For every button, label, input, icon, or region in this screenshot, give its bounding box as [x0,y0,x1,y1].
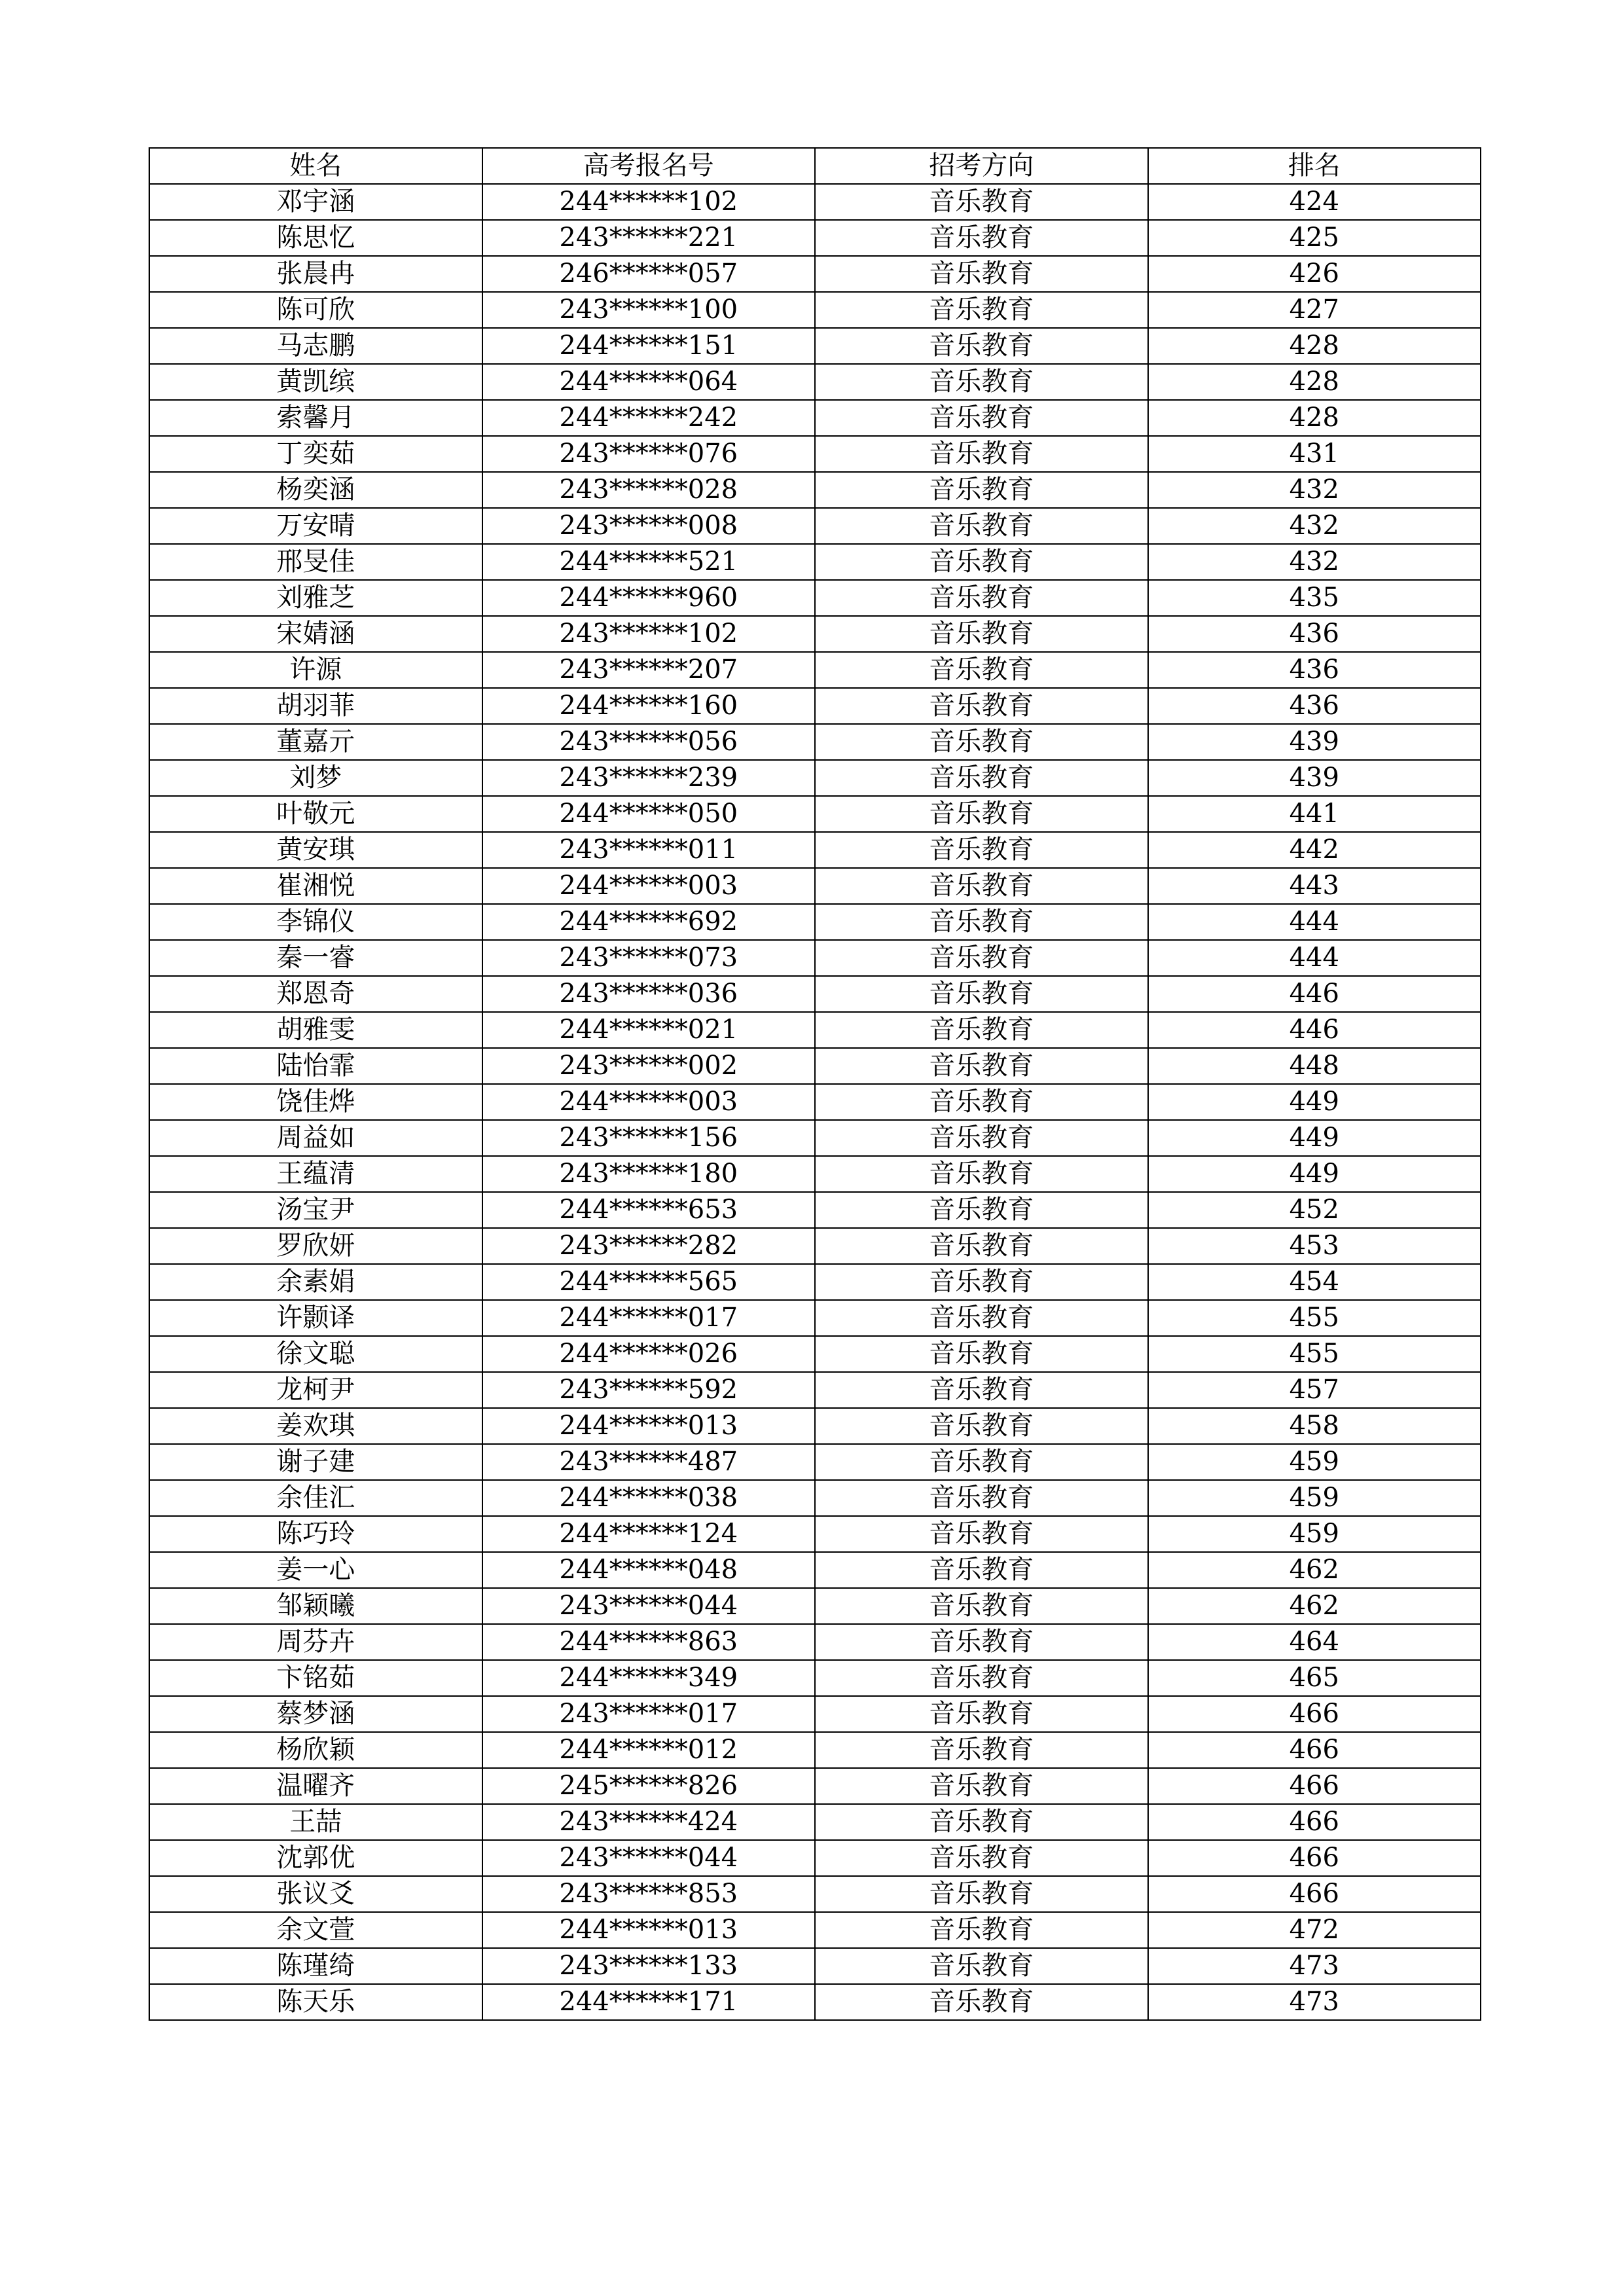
cell-name: 沈郭优 [149,1840,482,1876]
cell-name: 徐文聪 [149,1336,482,1372]
cell-registration-number: 244******863 [482,1624,816,1660]
cell-rank: 446 [1148,1012,1481,1048]
cell-major-direction: 音乐教育 [815,1660,1148,1696]
cell-name: 董嘉亓 [149,724,482,760]
cell-registration-number: 243******221 [482,220,816,256]
cell-major-direction: 音乐教育 [815,184,1148,220]
cell-major-direction: 音乐教育 [815,1012,1148,1048]
cell-rank: 441 [1148,796,1481,832]
cell-name: 秦一睿 [149,940,482,976]
cell-rank: 472 [1148,1912,1481,1948]
cell-rank: 449 [1148,1120,1481,1156]
cell-major-direction: 音乐教育 [815,1192,1148,1228]
table-row [149,1912,1481,1948]
cell-rank: 466 [1148,1732,1481,1768]
table-row [149,364,1481,400]
table-row [149,508,1481,544]
table-row [149,256,1481,292]
cell-registration-number: 244******064 [482,364,816,400]
cell-rank: 448 [1148,1048,1481,1084]
table-row [149,1228,1481,1264]
table-row [149,616,1481,652]
cell-name: 余素娟 [149,1264,482,1300]
cell-registration-number: 244******151 [482,328,816,364]
cell-rank: 459 [1148,1444,1481,1480]
table-row [149,1084,1481,1120]
table-row [149,940,1481,976]
cell-name: 叶敬元 [149,796,482,832]
cell-registration-number: 243******076 [482,436,816,472]
table-body [149,184,1481,2020]
cell-name: 陈可欣 [149,292,482,328]
cell-registration-number: 244******003 [482,1084,816,1120]
cell-major-direction: 音乐教育 [815,1444,1148,1480]
cell-major-direction: 音乐教育 [815,256,1148,292]
cell-registration-number: 243******044 [482,1588,816,1624]
cell-major-direction: 音乐教育 [815,1084,1148,1120]
cell-name: 杨欣颖 [149,1732,482,1768]
cell-name: 马志鹏 [149,328,482,364]
cell-major-direction: 音乐教育 [815,436,1148,472]
table-row [149,1804,1481,1840]
cell-registration-number: 244******021 [482,1012,816,1048]
cell-registration-number: 246******057 [482,256,816,292]
cell-name: 许源 [149,652,482,688]
column-header-rank: 排名 [1148,148,1481,184]
table-row [149,1120,1481,1156]
cell-name: 谢子建 [149,1444,482,1480]
cell-major-direction: 音乐教育 [815,1336,1148,1372]
cell-major-direction: 音乐教育 [815,1624,1148,1660]
cell-major-direction: 音乐教育 [815,1948,1148,1984]
cell-name: 郑恩奇 [149,976,482,1012]
cell-rank: 466 [1148,1768,1481,1804]
cell-name: 索馨月 [149,400,482,436]
cell-name: 黄凯缤 [149,364,482,400]
cell-registration-number: 243******044 [482,1840,816,1876]
cell-major-direction: 音乐教育 [815,832,1148,868]
table-row [149,1588,1481,1624]
cell-registration-number: 244******026 [482,1336,816,1372]
table-row [149,1876,1481,1912]
cell-name: 余佳汇 [149,1480,482,1516]
cell-name: 罗欣妍 [149,1228,482,1264]
cell-name: 刘梦 [149,760,482,796]
cell-rank: 457 [1148,1372,1481,1408]
cell-rank: 442 [1148,832,1481,868]
cell-name: 陈思忆 [149,220,482,256]
cell-rank: 436 [1148,652,1481,688]
cell-major-direction: 音乐教育 [815,1732,1148,1768]
table-row [149,652,1481,688]
cell-major-direction: 音乐教育 [815,1372,1148,1408]
cell-name: 卞铭茹 [149,1660,482,1696]
cell-registration-number: 244******012 [482,1732,816,1768]
cell-registration-number: 244******013 [482,1408,816,1444]
cell-name: 王喆 [149,1804,482,1840]
table-row [149,1012,1481,1048]
table-row [149,472,1481,508]
cell-registration-number: 243******180 [482,1156,816,1192]
cell-registration-number: 244******160 [482,688,816,724]
cell-rank: 443 [1148,868,1481,904]
column-header-registration-number: 高考报名号 [482,148,816,184]
cell-rank: 466 [1148,1840,1481,1876]
cell-registration-number: 243******008 [482,508,816,544]
table-row [149,1984,1481,2020]
column-header-name: 姓名 [149,148,482,184]
cell-major-direction: 音乐教育 [815,328,1148,364]
cell-name: 余文萱 [149,1912,482,1948]
cell-name: 陈巧玲 [149,1516,482,1552]
cell-registration-number: 245******826 [482,1768,816,1804]
table-row [149,1156,1481,1192]
cell-registration-number: 243******056 [482,724,816,760]
cell-major-direction: 音乐教育 [815,1696,1148,1732]
cell-registration-number: 243******102 [482,616,816,652]
cell-rank: 459 [1148,1516,1481,1552]
cell-rank: 466 [1148,1696,1481,1732]
cell-major-direction: 音乐教育 [815,1408,1148,1444]
cell-registration-number: 243******100 [482,292,816,328]
cell-major-direction: 音乐教育 [815,796,1148,832]
cell-major-direction: 音乐教育 [815,472,1148,508]
table-row [149,1048,1481,1084]
table-row [149,400,1481,436]
cell-registration-number: 244******003 [482,868,816,904]
cell-registration-number: 243******239 [482,760,816,796]
cell-major-direction: 音乐教育 [815,1804,1148,1840]
cell-major-direction: 音乐教育 [815,1516,1148,1552]
cell-name: 邹颖曦 [149,1588,482,1624]
cell-rank: 466 [1148,1876,1481,1912]
cell-registration-number: 244******565 [482,1264,816,1300]
cell-registration-number: 243******282 [482,1228,816,1264]
table-row [149,1480,1481,1516]
table-row [149,904,1481,940]
cell-registration-number: 244******102 [482,184,816,220]
cell-major-direction: 音乐教育 [815,1156,1148,1192]
cell-major-direction: 音乐教育 [815,940,1148,976]
cell-rank: 462 [1148,1588,1481,1624]
cell-name: 周益如 [149,1120,482,1156]
table-row [149,436,1481,472]
cell-rank: 466 [1148,1804,1481,1840]
cell-registration-number: 243******207 [482,652,816,688]
cell-major-direction: 音乐教育 [815,1480,1148,1516]
cell-registration-number: 243******011 [482,832,816,868]
cell-major-direction: 音乐教育 [815,220,1148,256]
cell-registration-number: 243******156 [482,1120,816,1156]
cell-rank: 428 [1148,400,1481,436]
table-row [149,1840,1481,1876]
cell-major-direction: 音乐教育 [815,1300,1148,1336]
cell-rank: 458 [1148,1408,1481,1444]
cell-rank: 449 [1148,1156,1481,1192]
cell-major-direction: 音乐教育 [815,904,1148,940]
cell-rank: 462 [1148,1552,1481,1588]
cell-name: 黄安琪 [149,832,482,868]
table-row [149,868,1481,904]
table-row [149,1372,1481,1408]
cell-registration-number: 244******349 [482,1660,816,1696]
cell-name: 陆怡霏 [149,1048,482,1084]
table-row [149,724,1481,760]
cell-rank: 426 [1148,256,1481,292]
cell-registration-number: 243******424 [482,1804,816,1840]
cell-registration-number: 243******017 [482,1696,816,1732]
cell-major-direction: 音乐教育 [815,1984,1148,2020]
table-row [149,688,1481,724]
cell-rank: 436 [1148,616,1481,652]
cell-registration-number: 244******050 [482,796,816,832]
cell-rank: 453 [1148,1228,1481,1264]
cell-name: 刘雅芝 [149,580,482,616]
cell-rank: 424 [1148,184,1481,220]
table-row [149,1192,1481,1228]
cell-registration-number: 243******036 [482,976,816,1012]
cell-rank: 473 [1148,1948,1481,1984]
cell-major-direction: 音乐教育 [815,688,1148,724]
cell-name: 王蕴清 [149,1156,482,1192]
cell-name: 崔湘悦 [149,868,482,904]
cell-major-direction: 音乐教育 [815,1840,1148,1876]
table-row [149,760,1481,796]
cell-name: 汤宝尹 [149,1192,482,1228]
cell-name: 蔡梦涵 [149,1696,482,1732]
table-row [149,1552,1481,1588]
table-row [149,328,1481,364]
cell-rank: 427 [1148,292,1481,328]
table-row [149,1264,1481,1300]
cell-name: 张晨冉 [149,256,482,292]
cell-registration-number: 244******124 [482,1516,816,1552]
cell-major-direction: 音乐教育 [815,292,1148,328]
cell-name: 邓宇涵 [149,184,482,220]
table-row [149,1516,1481,1552]
cell-name: 万安晴 [149,508,482,544]
cell-registration-number: 244******171 [482,1984,816,2020]
table-row [149,796,1481,832]
cell-registration-number: 244******017 [482,1300,816,1336]
cell-major-direction: 音乐教育 [815,1552,1148,1588]
cell-name: 张议爻 [149,1876,482,1912]
cell-rank: 436 [1148,688,1481,724]
cell-name: 胡羽菲 [149,688,482,724]
cell-registration-number: 243******002 [482,1048,816,1084]
table-row [149,1408,1481,1444]
cell-name: 邢旻佳 [149,544,482,580]
table-header-row [149,148,1481,184]
cell-name: 姜欢琪 [149,1408,482,1444]
cell-name: 丁奕茹 [149,436,482,472]
cell-rank: 455 [1148,1336,1481,1372]
cell-registration-number: 243******028 [482,472,816,508]
table-row [149,976,1481,1012]
cell-name: 龙柯尹 [149,1372,482,1408]
cell-name: 陈瑾绮 [149,1948,482,1984]
table-row [149,184,1481,220]
admission-ranking-table [149,147,1481,2021]
cell-rank: 439 [1148,724,1481,760]
cell-name: 李锦仪 [149,904,482,940]
cell-name: 周芬卉 [149,1624,482,1660]
cell-rank: 444 [1148,904,1481,940]
cell-registration-number: 243******133 [482,1948,816,1984]
cell-name: 陈天乐 [149,1984,482,2020]
cell-major-direction: 音乐教育 [815,1120,1148,1156]
cell-major-direction: 音乐教育 [815,1912,1148,1948]
cell-name: 许颢译 [149,1300,482,1336]
cell-name: 姜一心 [149,1552,482,1588]
cell-rank: 446 [1148,976,1481,1012]
cell-registration-number: 244******048 [482,1552,816,1588]
table-row [149,1696,1481,1732]
cell-major-direction: 音乐教育 [815,400,1148,436]
cell-rank: 449 [1148,1084,1481,1120]
cell-major-direction: 音乐教育 [815,1588,1148,1624]
table-row [149,1336,1481,1372]
cell-registration-number: 243******853 [482,1876,816,1912]
cell-rank: 459 [1148,1480,1481,1516]
cell-major-direction: 音乐教育 [815,652,1148,688]
cell-rank: 435 [1148,580,1481,616]
cell-major-direction: 音乐教育 [815,724,1148,760]
table-row [149,580,1481,616]
cell-registration-number: 243******592 [482,1372,816,1408]
table-row [149,1444,1481,1480]
cell-registration-number: 243******487 [482,1444,816,1480]
cell-registration-number: 243******073 [482,940,816,976]
cell-rank: 444 [1148,940,1481,976]
cell-registration-number: 244******521 [482,544,816,580]
cell-major-direction: 音乐教育 [815,544,1148,580]
cell-name: 温曜齐 [149,1768,482,1804]
table-row [149,1300,1481,1336]
cell-name: 宋婧涵 [149,616,482,652]
cell-major-direction: 音乐教育 [815,976,1148,1012]
table-row [149,1768,1481,1804]
document-page [149,147,1480,2021]
cell-registration-number: 244******242 [482,400,816,436]
cell-rank: 454 [1148,1264,1481,1300]
table-row [149,220,1481,256]
cell-rank: 465 [1148,1660,1481,1696]
cell-rank: 464 [1148,1624,1481,1660]
cell-rank: 473 [1148,1984,1481,2020]
cell-rank: 431 [1148,436,1481,472]
cell-major-direction: 音乐教育 [815,616,1148,652]
column-header-major-direction: 招考方向 [815,148,1148,184]
table-row [149,832,1481,868]
table-row [149,1660,1481,1696]
cell-major-direction: 音乐教育 [815,1048,1148,1084]
cell-name: 杨奕涵 [149,472,482,508]
table-row [149,1948,1481,1984]
table-row [149,1624,1481,1660]
cell-registration-number: 244******653 [482,1192,816,1228]
cell-rank: 432 [1148,472,1481,508]
cell-major-direction: 音乐教育 [815,580,1148,616]
cell-major-direction: 音乐教育 [815,1768,1148,1804]
cell-registration-number: 244******013 [482,1912,816,1948]
cell-major-direction: 音乐教育 [815,508,1148,544]
cell-rank: 439 [1148,760,1481,796]
cell-major-direction: 音乐教育 [815,1228,1148,1264]
cell-major-direction: 音乐教育 [815,1876,1148,1912]
table-row [149,1732,1481,1768]
cell-rank: 452 [1148,1192,1481,1228]
cell-name: 胡雅雯 [149,1012,482,1048]
table-row [149,544,1481,580]
table-row [149,292,1481,328]
cell-registration-number: 244******038 [482,1480,816,1516]
cell-registration-number: 244******692 [482,904,816,940]
cell-major-direction: 音乐教育 [815,868,1148,904]
cell-rank: 455 [1148,1300,1481,1336]
cell-major-direction: 音乐教育 [815,1264,1148,1300]
cell-registration-number: 244******960 [482,580,816,616]
cell-rank: 428 [1148,364,1481,400]
cell-rank: 432 [1148,508,1481,544]
cell-major-direction: 音乐教育 [815,760,1148,796]
cell-major-direction: 音乐教育 [815,364,1148,400]
cell-name: 饶佳烨 [149,1084,482,1120]
cell-rank: 432 [1148,544,1481,580]
cell-rank: 425 [1148,220,1481,256]
cell-rank: 428 [1148,328,1481,364]
